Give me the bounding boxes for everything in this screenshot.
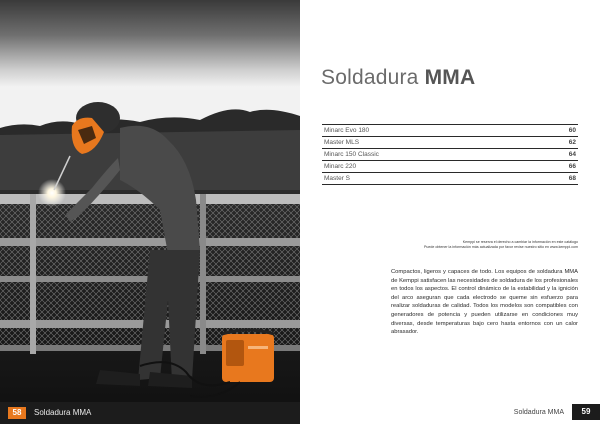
- toc-item-name: Minarc Evo 180: [324, 127, 370, 134]
- disclaimer-line: Puede obtener la información más actualizada por favor revise nuestro sitio en www.kemppi.com: [423, 245, 578, 249]
- toc-item-name: Master MLS: [324, 139, 360, 146]
- toc-row[interactable]: [322, 161, 578, 173]
- right-page-number: 59: [572, 404, 600, 420]
- right-footer: [300, 402, 600, 424]
- left-page-number: 58: [8, 407, 26, 419]
- left-footer-label: Soldadura MMA: [34, 408, 92, 417]
- right-footer-label: Soldadura MMA: [513, 409, 564, 416]
- toc-row[interactable]: [322, 149, 578, 161]
- product-description: Compactos, ligeros y capaces de todo. Los equipos de soldadura MMA de Kemppi satisfacen las necesidades de soldadura de los profesionales en todos los aspectos. El control dinámico de la estabilidad y la ignición del arco aseguran que cada electrodo se queme sin esfuerzo para realizar soldaduras de calidad. Todos los modelos son compatibles con generadores de potencia y pueden utilizarse en condiciones muy diversas, desde temperaturas bajo cero hasta entornos con un calor abrasador.: [391, 269, 578, 336]
- page-title-light: Soldadura: [321, 66, 425, 89]
- toc-item-name: Master S: [324, 175, 351, 182]
- toc-item-page: 62: [568, 139, 576, 146]
- product-index: [322, 124, 578, 185]
- toc-item-name: Minarc 150 Classic: [324, 151, 379, 158]
- toc-item-name: Minarc 220: [324, 163, 357, 170]
- page-title-bold: MMA: [424, 66, 476, 89]
- toc-row[interactable]: [322, 124, 578, 137]
- disclaimer-notice: [378, 240, 578, 250]
- toc-row[interactable]: [322, 173, 578, 185]
- toc-row[interactable]: [322, 137, 578, 149]
- right-page: [300, 0, 600, 424]
- page-title: [321, 66, 475, 90]
- toc-item-page: 68: [568, 175, 576, 182]
- toc-item-page: 64: [568, 151, 576, 158]
- toc-item-page: 60: [568, 127, 576, 134]
- disclaimer-line: Kemppi se reserva el derecho a cambiar la información en este catálogo: [462, 240, 578, 244]
- toc-item-page: 66: [568, 163, 576, 170]
- left-footer: [0, 402, 300, 424]
